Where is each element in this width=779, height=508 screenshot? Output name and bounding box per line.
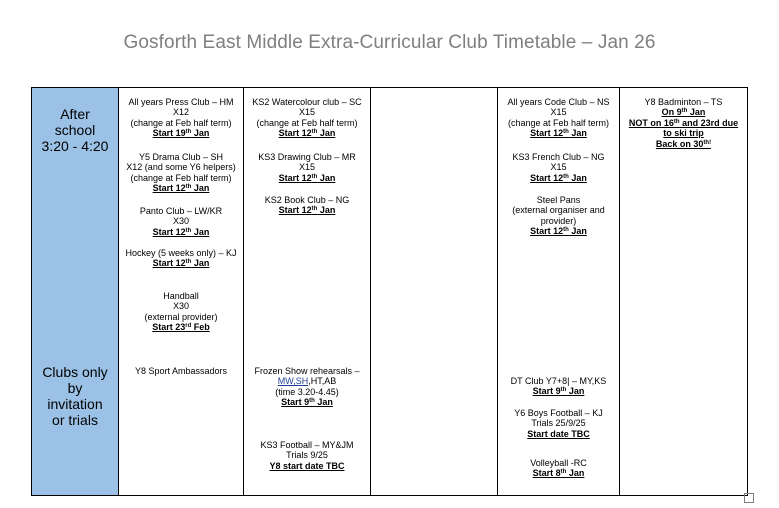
after-school-label — [32, 106, 118, 154]
club-entry — [244, 366, 370, 408]
club-line: X15 — [298, 107, 315, 118]
club-entry — [498, 458, 619, 479]
club-line: KS2 Book Club – NG — [264, 195, 350, 205]
club-line: All years Code Club – NS — [507, 97, 610, 107]
day-column-1 — [119, 88, 244, 496]
club-line: Start 12th Jan — [152, 258, 210, 269]
club-entry — [119, 248, 243, 269]
club-line: Start 12th Jan — [530, 128, 587, 139]
club-line: X30 — [172, 216, 189, 227]
day-column-2 — [244, 88, 371, 496]
after-school-line: 3:20 - 4:20 — [41, 138, 109, 154]
club-line: DT Club Y7+8| – MY,KS — [510, 376, 607, 386]
club-line: Start 9th Jan — [281, 397, 333, 408]
day-column-5 — [620, 88, 748, 496]
club-entry — [498, 97, 619, 139]
club-line: Y8 start date TBC — [269, 460, 345, 471]
club-line: provider) — [540, 215, 577, 226]
club-line: (external organiser and — [512, 205, 605, 216]
club-entry — [498, 376, 619, 397]
club-line: (time 3.20-4.45) — [275, 386, 339, 397]
club-line: Start 12th Jan — [278, 205, 336, 216]
club-entry — [119, 97, 243, 139]
club-line: Start 23rd Feb — [152, 322, 210, 333]
club-entry — [620, 97, 747, 149]
club-line: X15 — [550, 162, 567, 173]
invitation-line: invitation — [47, 396, 103, 412]
club-line: Volleyball -RC — [530, 458, 587, 468]
day-column-3 — [371, 88, 498, 496]
club-line: Start 19th Jan — [152, 128, 210, 139]
club-line: Hockey (5 weeks only) – KJ — [125, 248, 237, 258]
club-line: (external provider) — [144, 311, 218, 322]
club-line: Trials 9/25 — [286, 450, 328, 461]
club-line: Start 12th Jan — [278, 172, 336, 183]
club-line: KS3 Football – MY&JM — [260, 440, 354, 450]
club-line: MW,SH,HT,AB — [277, 376, 337, 387]
club-line: X15 — [298, 162, 315, 173]
club-line: X12 (and some Y6 helpers) — [126, 162, 236, 173]
club-entry — [119, 152, 243, 194]
invitation-label — [32, 364, 118, 428]
club-line: NOT on 16th and 23rd due — [628, 117, 739, 128]
club-line: Steel Pans — [536, 195, 581, 205]
after-school-line: school — [54, 122, 96, 138]
club-line: KS3 Drawing Club – MR — [258, 152, 356, 162]
club-line: Y8 Badminton – TS — [644, 97, 723, 107]
club-line: Panto Club – LW/KR — [139, 206, 223, 216]
day-column-4 — [498, 88, 620, 496]
club-entry — [119, 291, 243, 333]
club-entry — [244, 195, 370, 216]
club-line: KS3 French Club – NG — [512, 152, 605, 162]
club-line: Start 12th Jan — [278, 128, 336, 139]
club-line: Frozen Show rehearsals – — [254, 366, 360, 376]
club-line: (change at Feb half term) — [130, 117, 232, 128]
invitation-line: by — [67, 380, 83, 396]
club-line: Y6 Boys Football – KJ — [514, 408, 603, 418]
club-entry — [498, 408, 619, 439]
club-line: Handball — [163, 291, 199, 301]
club-entry — [119, 206, 243, 237]
club-line: to ski trip — [663, 128, 704, 139]
club-entry — [498, 195, 619, 237]
club-line: Back on $30^{th!}$ — [655, 138, 712, 149]
club-line: Y5 Drama Club – SH — [138, 152, 224, 162]
club-line: Start 12th Jan — [152, 226, 210, 237]
club-line: Start date TBC — [527, 428, 590, 439]
page-title: Gosforth East Middle Extra-Curricular Club Timetable – Jan 26 — [123, 32, 656, 53]
club-line: Start 8th Jan — [532, 468, 585, 479]
page-corner-marker — [744, 493, 754, 503]
club-line: All years Press Club – HM — [128, 97, 234, 107]
timetable — [31, 87, 748, 496]
club-line: (change at Feb half term) — [256, 117, 358, 128]
club-line: X30 — [172, 301, 189, 312]
club-line: On 9th Jan — [661, 107, 706, 118]
club-line: Start 12th Jan — [530, 226, 587, 237]
club-line: Start 12th Jan — [530, 172, 587, 183]
row-header-cell — [32, 88, 119, 496]
club-line: Y8 Sport Ambassadors — [134, 366, 228, 376]
club-line: (change at Feb half term) — [507, 117, 610, 128]
club-entry — [244, 440, 370, 471]
club-entry — [119, 366, 243, 376]
club-line: (change at Feb half term) — [130, 172, 232, 183]
club-line: Trials 25/9/25 — [531, 418, 586, 429]
club-entry — [244, 97, 370, 139]
after-school-line: After — [60, 106, 90, 122]
club-entry — [498, 152, 619, 183]
invitation-line: Clubs only — [42, 364, 108, 380]
club-line: Start 12th Jan — [152, 183, 210, 194]
club-line: KS2 Watercolour club – SC — [252, 97, 362, 107]
club-line: Start 9th Jan — [532, 386, 585, 397]
club-line: X12 — [172, 107, 189, 118]
club-line: X15 — [550, 107, 567, 118]
club-entry — [244, 152, 370, 183]
invitation-line: or trials — [52, 412, 98, 428]
